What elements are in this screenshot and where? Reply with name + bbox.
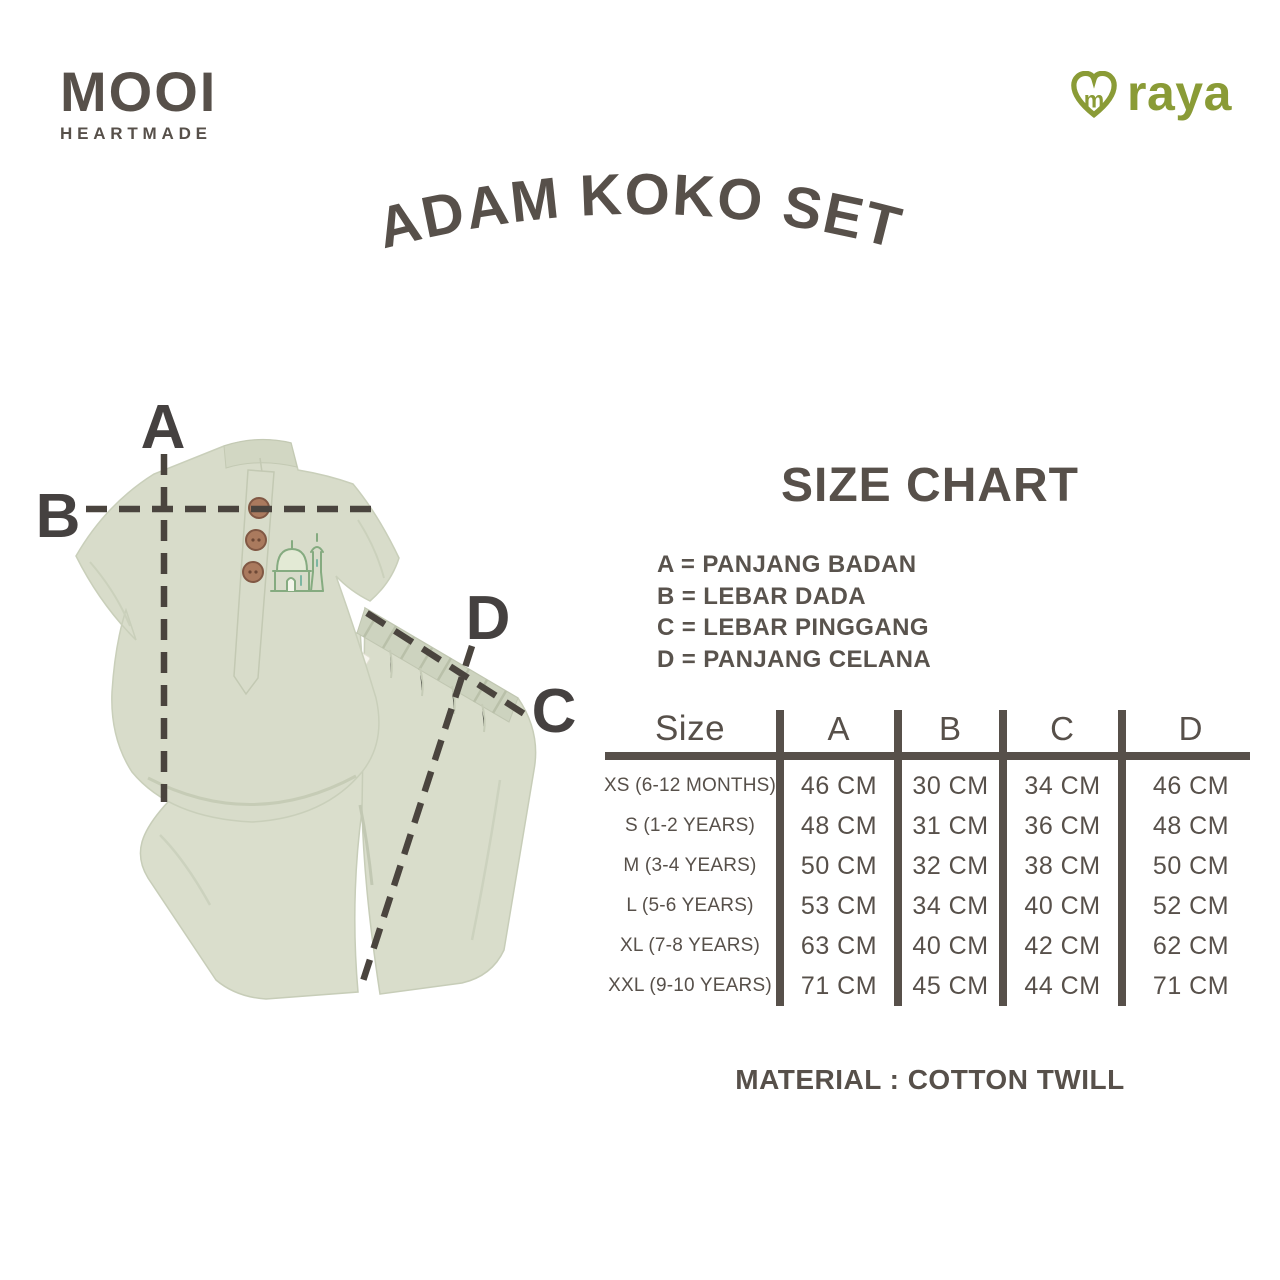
col-header-b: B xyxy=(938,710,962,747)
table-cell: 46 CM xyxy=(1152,771,1230,800)
legend-item-d: D = PANJANG CELANA xyxy=(657,645,932,673)
col-header-a: A xyxy=(827,710,851,747)
size-chart-legend xyxy=(657,549,931,675)
shirt-illustration xyxy=(76,440,399,822)
table-cell: 71 CM xyxy=(800,971,878,1000)
table-cell: 62 CM xyxy=(1152,931,1230,960)
heart-m-icon xyxy=(1070,71,1118,119)
material-note: MATERIAL : COTTON TWILL xyxy=(735,1064,1125,1095)
shirt-button-3 xyxy=(243,562,263,582)
raya-wordmark: raya xyxy=(1127,65,1232,121)
svg-text:m: m xyxy=(1083,86,1105,113)
row-label-xxl: XXL (9-10 YEARS) xyxy=(608,975,772,996)
table-header-rule xyxy=(605,752,1250,760)
measure-label-b: B xyxy=(35,482,81,551)
table-cell: 52 CM xyxy=(1152,891,1230,920)
table-cell: 46 CM xyxy=(800,771,878,800)
product-title xyxy=(364,146,916,296)
table-cell: 40 CM xyxy=(912,931,989,960)
measure-label-a: A xyxy=(140,393,186,462)
table-cell: 50 CM xyxy=(1152,851,1230,880)
brand-tagline: HEARTMADE xyxy=(60,124,212,143)
measure-label-c: C xyxy=(531,677,577,746)
row-label-xl: XL (7-8 YEARS) xyxy=(619,935,761,956)
table-cell: 42 CM xyxy=(1024,931,1101,960)
table-cell: 32 CM xyxy=(912,851,989,880)
measure-label-d: D xyxy=(465,584,511,653)
table-cell: 38 CM xyxy=(1024,851,1101,880)
table-cell: 30 CM xyxy=(912,771,989,800)
table-cell: 45 CM xyxy=(912,971,989,1000)
col-header-d: D xyxy=(1178,710,1204,747)
table-cell: 36 CM xyxy=(1024,811,1101,840)
table-cell: 48 CM xyxy=(1152,811,1230,840)
table-cell: 34 CM xyxy=(912,891,989,920)
col-header-size: Size xyxy=(654,709,726,748)
product-photo xyxy=(20,380,620,1020)
raya-logo xyxy=(1070,65,1232,122)
size-table xyxy=(600,702,1260,1006)
table-cell: 50 CM xyxy=(800,851,878,880)
legend-item-c: C = LEBAR PINGGANG xyxy=(657,614,929,642)
table-cell: 48 CM xyxy=(800,811,878,840)
shirt-button-2 xyxy=(246,530,266,550)
product-title-text: ADAM KOKO SET xyxy=(370,161,910,262)
row-label-m: M (3-4 YEARS) xyxy=(623,855,757,876)
table-cell: 63 CM xyxy=(800,931,878,960)
size-chart-heading: SIZE CHART xyxy=(781,459,1079,512)
col-header-c: C xyxy=(1050,710,1075,747)
row-label-s: S (1-2 YEARS) xyxy=(624,815,755,836)
legend-item-b: B = LEBAR DADA xyxy=(657,582,866,610)
table-cell: 53 CM xyxy=(800,891,878,920)
row-label-xs: XS (6-12 MONTHS) xyxy=(603,775,777,796)
table-cell: 34 CM xyxy=(1024,771,1101,800)
brand-name: MOOI xyxy=(60,60,218,123)
brand-logo xyxy=(60,60,218,144)
row-label-l: L (5-6 YEARS) xyxy=(626,895,754,916)
table-cell: 31 CM xyxy=(912,811,989,840)
table-cell: 44 CM xyxy=(1024,971,1101,1000)
table-cell: 40 CM xyxy=(1024,891,1101,920)
legend-item-a: A = PANJANG BADAN xyxy=(657,551,917,578)
table-cell: 71 CM xyxy=(1152,971,1230,1000)
